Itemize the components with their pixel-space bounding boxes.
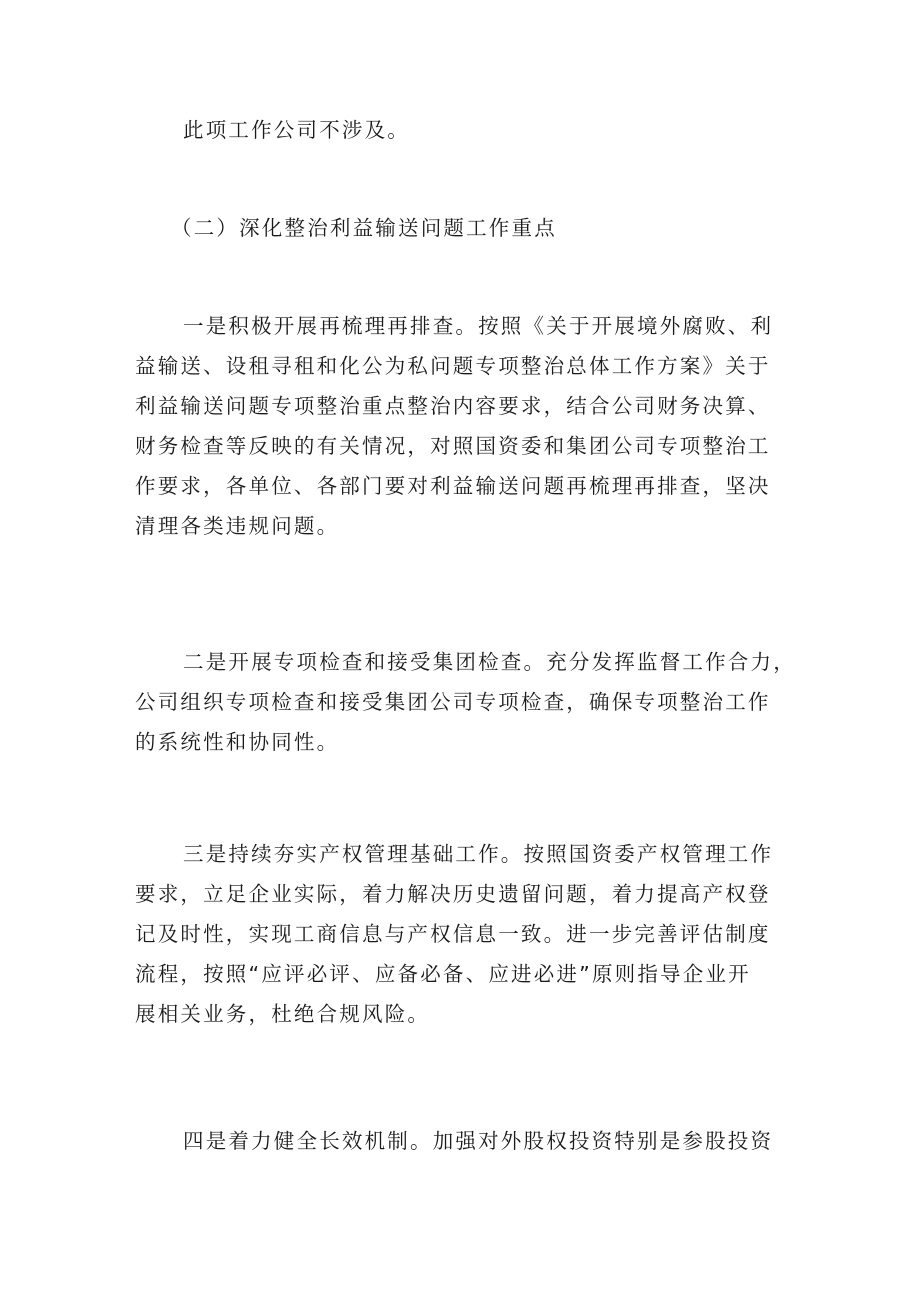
text-line: 四是着力健全长效机制。加强对外股权投资特别是参股投资 — [183, 1129, 774, 1153]
text-line: 记及时性，实现工商信息与产权信息一致。进一步完善评估制度 — [135, 922, 771, 946]
text-line: 财务检查等反映的有关情况，对照国资委和集团公司专项整治工 — [135, 434, 771, 458]
paragraph-review — [135, 306, 795, 546]
text-line: 要求，立足企业实际，着力解决历史遗留问题，着力提高产权登 — [135, 882, 771, 906]
text-line: 二是开展专项检查和接受集团检查。充分发挥监督工作合力， — [183, 650, 796, 674]
text-line: 此项工作公司不涉及。 — [183, 118, 410, 142]
paragraph-property-rights — [135, 834, 795, 1034]
section-heading — [135, 208, 795, 248]
text-line: 利益输送问题专项整治重点整治内容要求，结合公司财务决算、 — [135, 394, 771, 418]
text-line: 公司组织专项检查和接受集团公司专项检查，确保专项整治工作 — [135, 690, 771, 714]
paragraph-inspection — [135, 642, 795, 762]
text-line: 三是持续夯实产权管理基础工作。按照国资委产权管理工作 — [183, 842, 774, 866]
text-line: 展相关业务，杜绝合规风险。 — [135, 1002, 431, 1026]
text-line: 作要求，各单位、各部门要对利益输送问题再梳理再排查，坚决 — [135, 474, 771, 498]
text-line: 的系统性和协同性。 — [135, 730, 340, 754]
text-line: 清理各类违规问题。 — [135, 514, 340, 538]
paragraph-not-applicable — [135, 110, 795, 150]
text-line: 流程，按照“应评必评、应备必备、应进必进”原则指导企业开 — [135, 962, 751, 986]
heading-text: （二）深化整治利益输送问题工作重点 — [171, 216, 557, 240]
text-line: 益输送、设租寻租和化公为私问题专项整治总体工作方案》关于 — [135, 354, 771, 378]
text-line: 一是积极开展再梳理再排查。按照《关于开展境外腐败、利 — [183, 314, 774, 338]
paragraph-long-term-mechanism — [135, 1121, 795, 1161]
